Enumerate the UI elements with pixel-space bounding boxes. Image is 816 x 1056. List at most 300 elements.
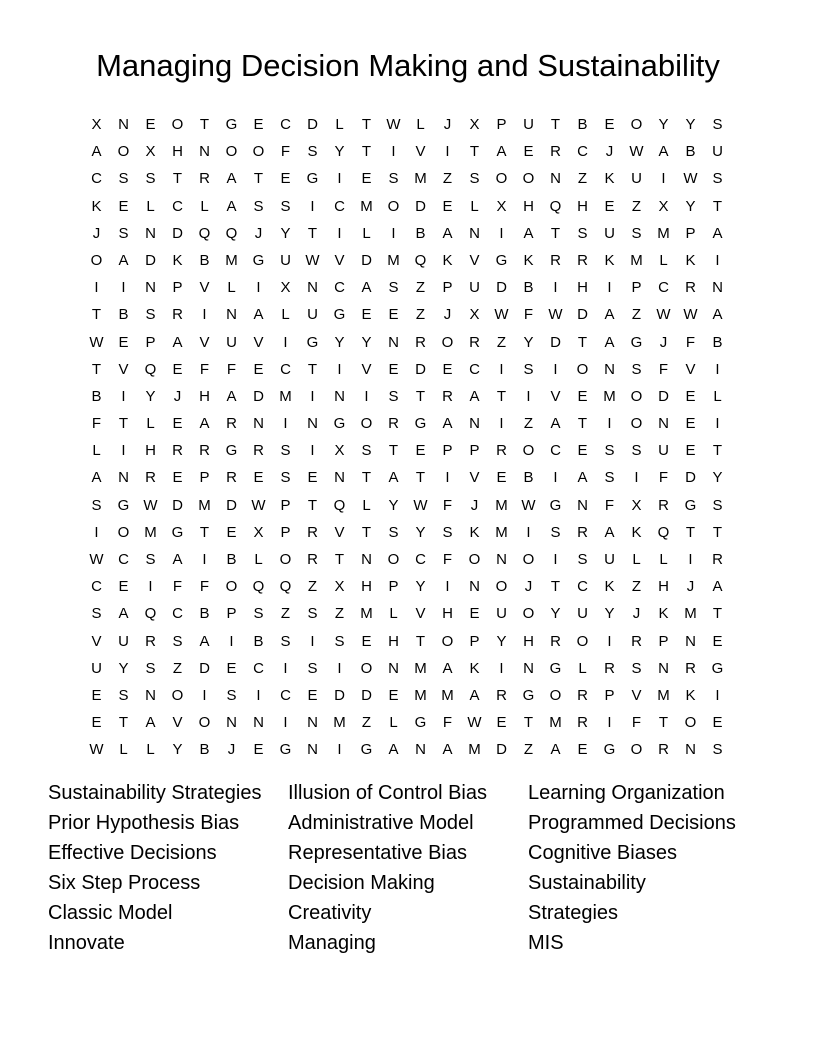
word-list-item: Programmed Decisions (528, 812, 736, 834)
grid-letter: Y (415, 578, 426, 596)
grid-letter: U (631, 170, 642, 188)
grid-letter: F (442, 496, 453, 514)
grid-letter: I (499, 415, 504, 433)
grid-letter: G (279, 741, 292, 759)
grid-letter: U (469, 279, 480, 297)
grid-row (83, 519, 731, 546)
grid-letter: A (118, 251, 129, 269)
grid-letter: T (712, 523, 723, 541)
grid-letter: R (172, 442, 183, 460)
grid-row (83, 628, 731, 655)
grid-letter: Y (145, 387, 156, 405)
grid-letter: S (712, 741, 723, 759)
grid-letter: N (199, 143, 210, 161)
grid-letter: D (550, 333, 561, 351)
grid-letter: K (631, 523, 642, 541)
grid-letter: F (604, 496, 615, 514)
grid-letter: N (253, 415, 264, 433)
grid-letter: J (443, 116, 452, 133)
grid-letter: C (280, 116, 291, 133)
grid-letter: U (712, 143, 723, 161)
grid-letter: I (364, 387, 369, 405)
grid-letter: I (499, 224, 504, 242)
grid-letter: G (711, 659, 724, 677)
grid-letter: Z (523, 741, 534, 759)
grid-letter: E (118, 578, 129, 596)
grid-letter: R (658, 496, 669, 514)
grid-letter: M (225, 251, 238, 269)
grid-letter: G (333, 415, 346, 433)
grid-letter: V (361, 360, 372, 378)
grid-letter: R (577, 251, 588, 269)
grid-letter: S (712, 496, 723, 514)
grid-letter: H (523, 197, 534, 215)
grid-letter: L (659, 251, 668, 269)
grid-letter: V (415, 143, 426, 161)
grid-row (83, 492, 731, 519)
word-list (48, 778, 788, 958)
grid-letter: C (253, 659, 264, 677)
grid-letter: Y (172, 741, 183, 759)
grid-letter: E (118, 197, 129, 215)
grid-letter: L (281, 306, 290, 324)
grid-letter: S (550, 523, 561, 541)
word-list-item: MIS (528, 932, 564, 954)
word-list-item: Sustainability (528, 872, 646, 894)
grid-letter: Y (685, 116, 696, 133)
grid-letter: O (441, 632, 454, 650)
grid-letter: S (388, 387, 399, 405)
grid-row (83, 736, 731, 763)
grid-letter: D (496, 741, 507, 759)
grid-letter: N (658, 415, 669, 433)
grid-letter: O (522, 605, 535, 623)
grid-letter: E (577, 387, 588, 405)
grid-letter: K (442, 251, 453, 269)
grid-letter: V (172, 714, 183, 732)
grid-letter: B (226, 551, 237, 568)
grid-letter: E (145, 116, 156, 133)
grid-letter: K (658, 605, 669, 623)
grid-letter: N (118, 469, 129, 487)
grid-letter: T (361, 116, 372, 133)
grid-letter: Z (280, 605, 291, 623)
grid-letter: Q (549, 197, 562, 215)
grid-letter: W (143, 496, 158, 514)
grid-letter: I (445, 143, 450, 161)
grid-letter: V (415, 605, 426, 623)
grid-letter: I (337, 360, 342, 378)
grid-letter: W (521, 496, 536, 514)
grid-letter: M (549, 714, 562, 732)
word-list-item: Classic Model (48, 902, 173, 924)
grid-letter: T (577, 333, 588, 351)
grid-letter: W (656, 306, 671, 324)
grid-letter: T (550, 224, 561, 242)
grid-letter: S (442, 523, 453, 541)
grid-letter: I (94, 523, 99, 541)
grid-letter: R (145, 632, 156, 650)
grid-letter: S (604, 442, 615, 460)
grid-letter: O (117, 143, 130, 161)
grid-letter: I (526, 387, 531, 405)
grid-letter: A (118, 605, 129, 623)
grid-letter: F (226, 360, 237, 378)
grid-letter: Z (631, 197, 642, 215)
grid-letter: S (577, 224, 588, 242)
grid-letter: O (630, 741, 643, 759)
grid-letter: R (685, 279, 696, 297)
grid-letter: L (632, 551, 641, 568)
grid-letter: A (388, 469, 399, 487)
grid-letter: U (496, 605, 507, 623)
grid-letter: K (604, 578, 615, 596)
page-title: Managing Decision Making and Sustainability (96, 48, 720, 83)
grid-letter: E (226, 659, 237, 677)
grid-row (83, 464, 731, 491)
grid-letter: O (387, 197, 400, 215)
grid-letter: R (307, 523, 318, 541)
grid-letter: T (307, 496, 318, 514)
grid-letter: E (361, 170, 372, 188)
grid-letter: Y (685, 197, 696, 215)
grid-letter: I (553, 551, 558, 568)
grid-letter: A (550, 415, 561, 433)
word-column (528, 778, 768, 958)
grid-letter: R (253, 442, 264, 460)
grid-letter: M (414, 170, 427, 188)
grid-letter: E (415, 442, 426, 460)
grid-letter: I (499, 360, 504, 378)
grid-letter: Z (523, 415, 534, 433)
grid-letter: A (658, 143, 669, 161)
word-column (48, 778, 288, 958)
grid-letter: L (362, 496, 371, 514)
grid-letter: G (414, 415, 427, 433)
grid-letter: A (469, 387, 480, 405)
grid-letter: B (523, 469, 534, 487)
grid-letter: E (307, 686, 318, 704)
grid-letter: N (388, 659, 399, 677)
word-list-item: Prior Hypothesis Bias (48, 812, 240, 834)
grid-letter: T (361, 143, 372, 161)
grid-row (83, 573, 731, 600)
grid-letter: M (441, 686, 454, 704)
grid-letter: R (226, 415, 237, 433)
word-list-item: Decision Making (288, 872, 435, 894)
grid-letter: A (712, 578, 723, 596)
grid-letter: I (634, 469, 639, 487)
grid-letter: G (333, 306, 346, 324)
grid-letter: S (172, 632, 183, 650)
grid-letter: N (334, 387, 345, 405)
grid-letter: M (495, 523, 508, 541)
grid-letter: E (442, 197, 453, 215)
grid-letter: W (386, 116, 401, 133)
grid-letter: X (496, 197, 507, 215)
grid-letter: V (91, 632, 102, 650)
grid-letter: E (118, 333, 129, 351)
grid-letter: A (496, 143, 507, 161)
grid-letter: K (604, 170, 615, 188)
grid-letter: A (226, 197, 237, 215)
grid-letter: W (89, 551, 104, 568)
grid-letter: T (361, 523, 372, 541)
grid-letter: E (91, 714, 102, 732)
grid-letter: U (604, 551, 615, 568)
grid-letter: J (92, 224, 101, 242)
grid-letter: S (712, 170, 723, 188)
grid-letter: N (118, 116, 129, 133)
grid-letter: R (442, 387, 453, 405)
grid-letter: E (253, 360, 264, 378)
grid-letter: R (658, 741, 669, 759)
grid-letter: M (387, 251, 400, 269)
grid-letter: T (91, 306, 102, 324)
grid-letter: K (91, 197, 102, 215)
grid-letter: E (388, 360, 399, 378)
grid-letter: L (578, 659, 587, 677)
grid-letter: L (335, 116, 344, 133)
grid-letter: U (280, 251, 291, 269)
grid-letter: A (388, 741, 399, 759)
grid-letter: C (415, 551, 426, 568)
grid-letter: I (337, 741, 342, 759)
grid-letter: N (523, 659, 534, 677)
grid-letter: I (661, 170, 666, 188)
grid-letter: X (631, 496, 642, 514)
grid-row (83, 220, 731, 247)
grid-letter: R (712, 551, 723, 568)
grid-letter: E (523, 143, 534, 161)
grid-letter: D (307, 116, 318, 133)
grid-letter: J (659, 333, 668, 351)
grid-letter: Z (631, 578, 642, 596)
grid-letter: E (226, 523, 237, 541)
grid-letter: D (226, 496, 237, 514)
grid-row (83, 356, 731, 383)
word-list-item: Managing (288, 932, 376, 954)
grid-letter: D (496, 279, 507, 297)
grid-letter: O (360, 659, 373, 677)
grid-letter: O (252, 143, 265, 161)
grid-letter: W (548, 306, 563, 324)
grid-letter: I (121, 387, 126, 405)
grid-letter: S (145, 306, 156, 324)
grid-letter: O (468, 551, 481, 568)
grid-letter: W (251, 496, 266, 514)
word-list-item: Effective Decisions (48, 842, 217, 864)
grid-letter: R (172, 306, 183, 324)
grid-letter: N (226, 306, 237, 324)
grid-letter: A (604, 523, 615, 541)
grid-letter: N (145, 279, 156, 297)
grid-letter: V (118, 360, 129, 378)
grid-letter: Y (496, 632, 507, 650)
grid-letter: W (413, 496, 428, 514)
grid-letter: E (172, 415, 183, 433)
grid-letter: V (334, 523, 345, 541)
grid-letter: P (199, 469, 210, 487)
grid-letter: X (469, 116, 480, 133)
grid-letter: J (632, 605, 641, 623)
grid-letter: M (333, 714, 346, 732)
grid-letter: U (577, 605, 588, 623)
grid-letter: F (523, 306, 534, 324)
grid-letter: I (337, 659, 342, 677)
grid-letter: N (712, 279, 723, 297)
grid-letter: W (305, 251, 320, 269)
grid-letter: U (226, 333, 237, 351)
grid-letter: I (715, 415, 720, 433)
grid-letter: H (361, 578, 372, 596)
grid-letter: I (607, 714, 612, 732)
grid-letter: I (229, 632, 234, 650)
grid-letter: L (146, 415, 155, 433)
grid-letter: C (577, 143, 588, 161)
grid-letter: D (415, 197, 426, 215)
grid-letter: R (469, 333, 480, 351)
grid-letter: V (631, 686, 642, 704)
grid-letter: H (577, 279, 588, 297)
grid-letter: O (171, 116, 184, 133)
grid-letter: T (199, 523, 210, 541)
grid-letter: C (172, 605, 183, 623)
grid-letter: I (391, 224, 396, 242)
grid-letter: S (712, 116, 723, 133)
grid-row (83, 709, 731, 736)
grid-letter: K (685, 251, 696, 269)
grid-letter: S (307, 143, 318, 161)
grid-letter: C (577, 578, 588, 596)
grid-letter: D (415, 360, 426, 378)
grid-letter: X (280, 279, 291, 297)
grid-letter: M (360, 605, 373, 623)
grid-letter: N (577, 496, 588, 514)
grid-letter: Y (361, 333, 372, 351)
grid-letter: J (443, 306, 452, 324)
grid-letter: W (683, 170, 698, 188)
grid-letter: S (388, 523, 399, 541)
grid-letter: L (146, 741, 155, 759)
grid-letter: A (712, 306, 723, 324)
grid-letter: S (91, 605, 102, 623)
grid-letter: A (712, 224, 723, 242)
grid-letter: S (145, 659, 156, 677)
grid-letter: F (280, 143, 291, 161)
grid-letter: N (307, 741, 318, 759)
grid-letter: S (361, 442, 372, 460)
grid-letter: Z (442, 170, 453, 188)
grid-letter: S (307, 659, 318, 677)
grid-letter: I (256, 686, 261, 704)
grid-letter: T (550, 578, 561, 596)
grid-letter: B (577, 116, 588, 133)
grid-letter: P (631, 279, 642, 297)
grid-letter: I (148, 578, 153, 596)
grid-letter: R (226, 469, 237, 487)
grid-letter: I (499, 659, 504, 677)
grid-letter: J (227, 741, 236, 759)
word-list-item: Creativity (288, 902, 372, 924)
grid-letter: S (280, 442, 291, 460)
grid-letter: A (91, 143, 102, 161)
grid-letter: L (146, 197, 155, 215)
grid-letter: W (629, 143, 644, 161)
grid-letter: G (252, 251, 265, 269)
grid-letter: O (576, 632, 589, 650)
grid-letter: R (415, 333, 426, 351)
grid-letter: B (712, 333, 723, 351)
grid-letter: F (442, 551, 453, 568)
grid-letter: S (577, 551, 588, 568)
grid-letter: E (280, 170, 291, 188)
grid-letter: I (391, 143, 396, 161)
grid-letter: I (202, 686, 207, 704)
grid-letter: J (470, 496, 479, 514)
grid-letter: A (361, 279, 372, 297)
grid-letter: P (604, 686, 615, 704)
grid-letter: M (603, 387, 616, 405)
grid-letter: G (171, 523, 184, 541)
grid-letter: R (388, 415, 399, 433)
grid-letter: S (631, 360, 642, 378)
grid-letter: A (523, 224, 534, 242)
grid-letter: A (577, 469, 588, 487)
grid-letter: H (145, 442, 156, 460)
grid-letter: G (522, 686, 535, 704)
grid-letter: T (415, 469, 426, 487)
grid-row (83, 111, 731, 138)
grid-letter: S (253, 197, 264, 215)
grid-letter: Y (658, 116, 669, 133)
grid-row (83, 383, 731, 410)
grid-letter: S (469, 170, 480, 188)
word-list-item: Six Step Process (48, 872, 201, 894)
grid-letter: R (631, 632, 642, 650)
grid-letter: S (280, 632, 291, 650)
grid-letter: U (118, 632, 129, 650)
grid-letter: A (226, 387, 237, 405)
grid-letter: Z (577, 170, 588, 188)
grid-letter: Z (361, 714, 372, 732)
grid-row (83, 247, 731, 274)
grid-letter: K (172, 251, 183, 269)
grid-letter: T (658, 714, 669, 732)
grid-letter: Q (279, 578, 292, 596)
grid-letter: I (310, 632, 315, 650)
grid-letter: A (442, 659, 453, 677)
grid-letter: I (715, 251, 720, 269)
grid-letter: S (91, 496, 102, 514)
grid-letter: N (604, 360, 615, 378)
grid-letter: J (254, 224, 263, 242)
grid-letter: S (118, 686, 129, 704)
grid-letter: V (334, 251, 345, 269)
grid-letter: S (631, 442, 642, 460)
grid-letter: E (577, 741, 588, 759)
grid-letter: T (712, 605, 723, 623)
grid-letter: N (307, 415, 318, 433)
grid-letter: F (442, 714, 453, 732)
grid-letter: C (280, 360, 291, 378)
grid-letter: C (658, 279, 669, 297)
grid-letter: F (658, 360, 669, 378)
grid-letter: L (254, 551, 263, 568)
grid-letter: S (604, 469, 615, 487)
grid-letter: I (553, 469, 558, 487)
grid-letter: Q (225, 224, 238, 242)
